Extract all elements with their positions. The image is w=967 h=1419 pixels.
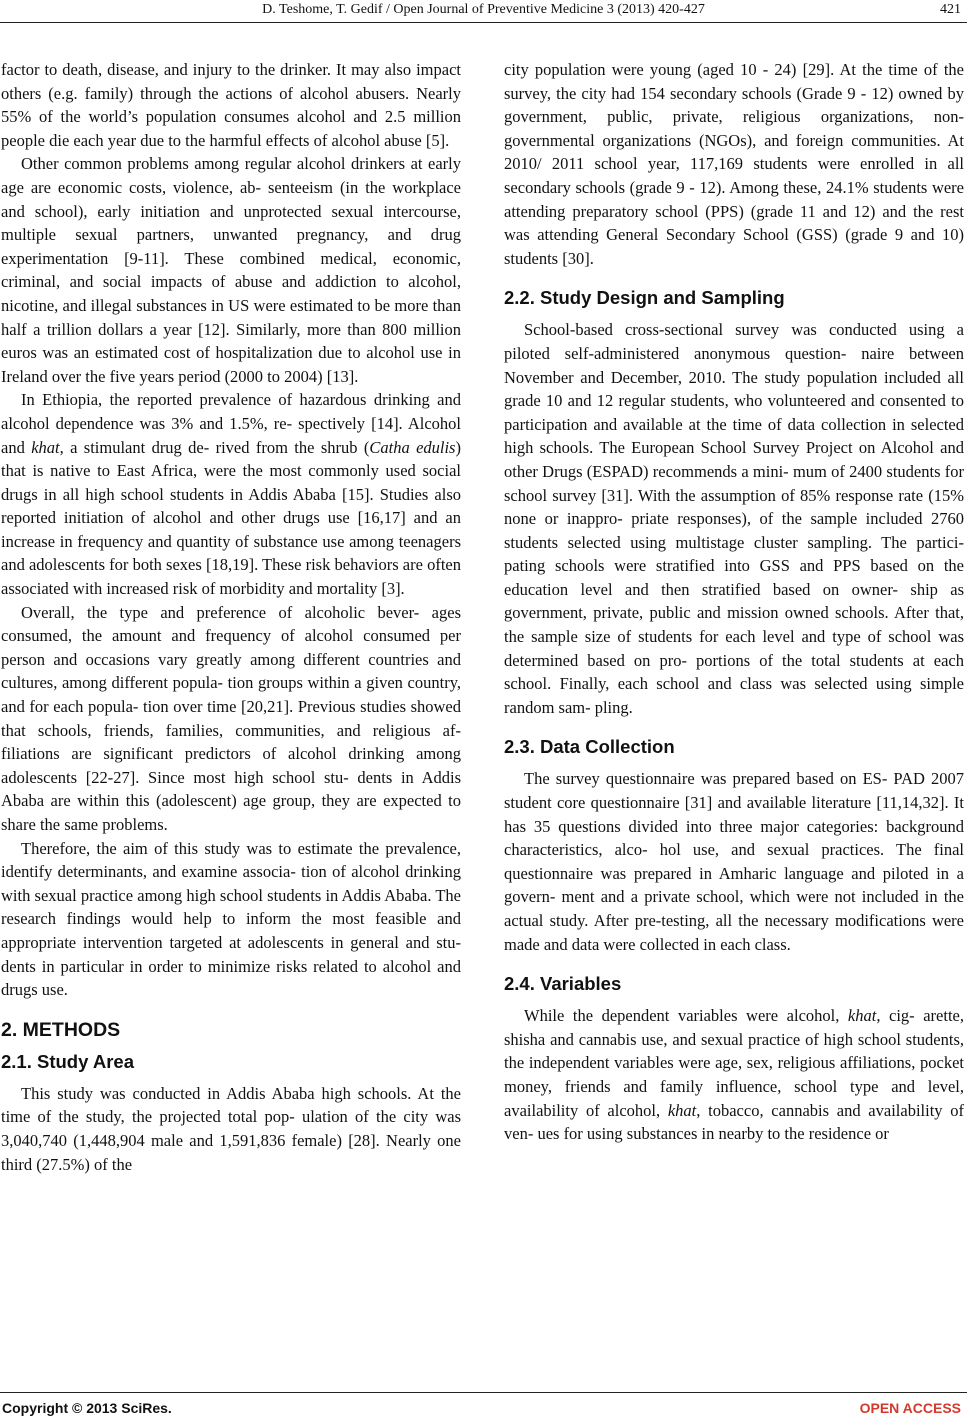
running-header [0,0,967,23]
copyright-notice: Copyright © 2013 SciRes. [2,1400,172,1416]
italic-khat: khat [31,437,60,457]
right-column [504,58,964,1146]
text-run: , tobacco, cannabis and availability of ven- ues for using substances in nearby to the residence or [504,1100,964,1144]
text-run: , cig- arette, shisha and cannabis use, and sexual practice of high school students, the independent variables were age, sex, religious affiliations, pocket money, friends and family influence, school type and level, availability of alcohol, [504,1006,964,1120]
paragraph-other-problems: Other common problems among regular alcohol drinkers at early age are economic costs, violence, ab- senteeism (in the workplace and school), early initiation and unprotected sexual intercourse, multiple sexual partners, unwanted pregnancy, and drug experimentation [9-11]. These combined medical, economic, criminal, and social impacts of abuse and addiction to alcohol, nicotine, and illegal substances in US were estimated to be more than half a trillion dollars a year [12]. Similarly, more than 800 million euros was an estimated cost of hospitalization due to alcohol use in Ireland over the five years period (2000 to 2004) [13]. [1,154,461,386]
paragraph-overall: Overall, the type and preference of alcoholic bever- ages consumed, the amount and frequency of alcohol consumed per person and occasions vary greatly among different countries and cultures, among different popula- tion groups within a given country, and for each popula- tion over time [20,21]. Previous studies showed that schools, friends, families, communities, and religious af- filiations are significant predictors of alcohol drinking among adolescents [22-27]. Since most high school stu- dents in Addis Ababa are within this (adolescent) age group, they are expected to share the same problems. [1,602,461,834]
text-run: , a stimulant drug de- rived from the shrub ( [59,437,370,457]
running-title: D. Teshome, T. Gedif / Open Journal of Preventive Medicine 3 (2013) 420-427 [262,2,705,17]
text-run: In Ethiopia, the reported prevalence of hazardous drinking and alcohol dependence was 3% and 1.5%, re- spectively [14]. Alcohol and [1,390,461,457]
paragraph-variables [504,1004,964,1146]
paragraph-data-collection: The survey questionnaire was prepared based on ES- PAD 2007 student core questionnaire [31] and available literature [11,14,32]. It has 35 questions divided into three major categories: background characteristics, alco- hol use, and sexual practices. The final questionnaire was prepared in Amharic language and piloted in a govern- ment and a private school, which were not included in the actual study. After pre-testing, all the necessary modifications were made and data were collected in each class. [504,769,964,954]
text-run: ) that is native to East Africa, were the most commonly used social drugs in all high school students in Addis Ababa [15]. Studies also reported initiation of alcohol and other drugs use [16,17] and an increase in frequency and quantity of substance use among teenagers and adolescents for both sexes [18,19]. These risk behaviors are often associated with increased risk of morbidity and mortality [3]. [1,437,461,599]
open-access-label: OPEN ACCESS [859,1400,961,1416]
paragraph-aim: Therefore, the aim of this study was to estimate the prevalence, identify determinants, and examine associa- tion of alcohol drinking with sexual practice among high school students in Addis Ababa. The research findings would help to inform the most feasible and appropriate intervention targeted at adolescents in general and stu- dents in particular in order to minimize risks related to alcohol and drugs use. [1,838,461,1000]
paragraph-intro-continued: factor to death, disease, and injury to the drinker. It may also impact others (e.g. family) through the actions of alcohol abusers. Nearly 55% of the world’s population consumes alcohol and 2.5 million people die each year due to the harmful effects of alcohol abuse [5]. [1,60,461,150]
paragraph-study-area: This study was conducted in Addis Ababa high schools. At the time of the study, the projected total pop- ulation of the city was 3,040,740 (1,448,904 male and 1,591,836 female) [28]. Nearly one third (27.5%) of the [1,1083,461,1174]
italic-catha-edulis: Catha edulis [369,437,456,457]
page-number: 421 [940,2,961,17]
text-run: While the dependent variables were alcohol, [524,1006,848,1026]
subsection-heading-variables: 2.4. Variables [504,973,622,995]
subsection-heading-data-collection: 2.3. Data Collection [504,736,675,758]
italic-khat: khat [847,1006,877,1026]
subsection-heading-design: 2.2. Study Design and Sampling [504,287,785,309]
page-footer [0,1392,967,1417]
paragraph-ethiopia [1,388,461,600]
left-column [1,58,461,1176]
italic-khat: khat [667,1100,697,1120]
section-heading-methods: 2. METHODS [1,1018,121,1041]
paragraph-design: School-based cross-sectional survey was conducted using a piloted self-administered anonymous question- naire between November and December, 2010. The study population included all grade 10 and 12 regular students, who volunteered and consented to participation and available at the time of data collection in selected high schools. The European School Survey Project on Alcohol and other Drugs (ESPAD) recommends a mini- mum of 2400 students for school survey [31]. With the assumption of 85% response rate (15% none or inappro- priate responses), of the sample included 2760 students selected using multistage cluster sampling. The partici- pating schools were stratified into GSS and PPS based on the education level and then stratified based on owner- ship as government, private, public and mission owned schools. After that, the sample size of students for each level and type of school was determined based on pro- portions of the total students at each school. Finally, each school and class was selected using simple random sam- pling. [504,320,964,717]
subsection-heading-study-area: 2.1. Study Area [1,1050,134,1072]
paragraph-population-continued: city population were young (aged 10 - 24) [29]. At the time of the survey, the city had 154 secondary schools (Grade 9 - 12) owned by government, public, private, religious organizations, non-governmental organizations (NGOs), and foreign communities. At 2010/ 2011 school year, 117,169 students were enrolled in all secondary schools (grade 9 - 12). Among these, 24.1% students were attending preparatory school (PPS) (grade 11 and 12) and the rest was attending General Secondary School (GSS) (grade 9 and 10) students [30]. [504,60,964,268]
